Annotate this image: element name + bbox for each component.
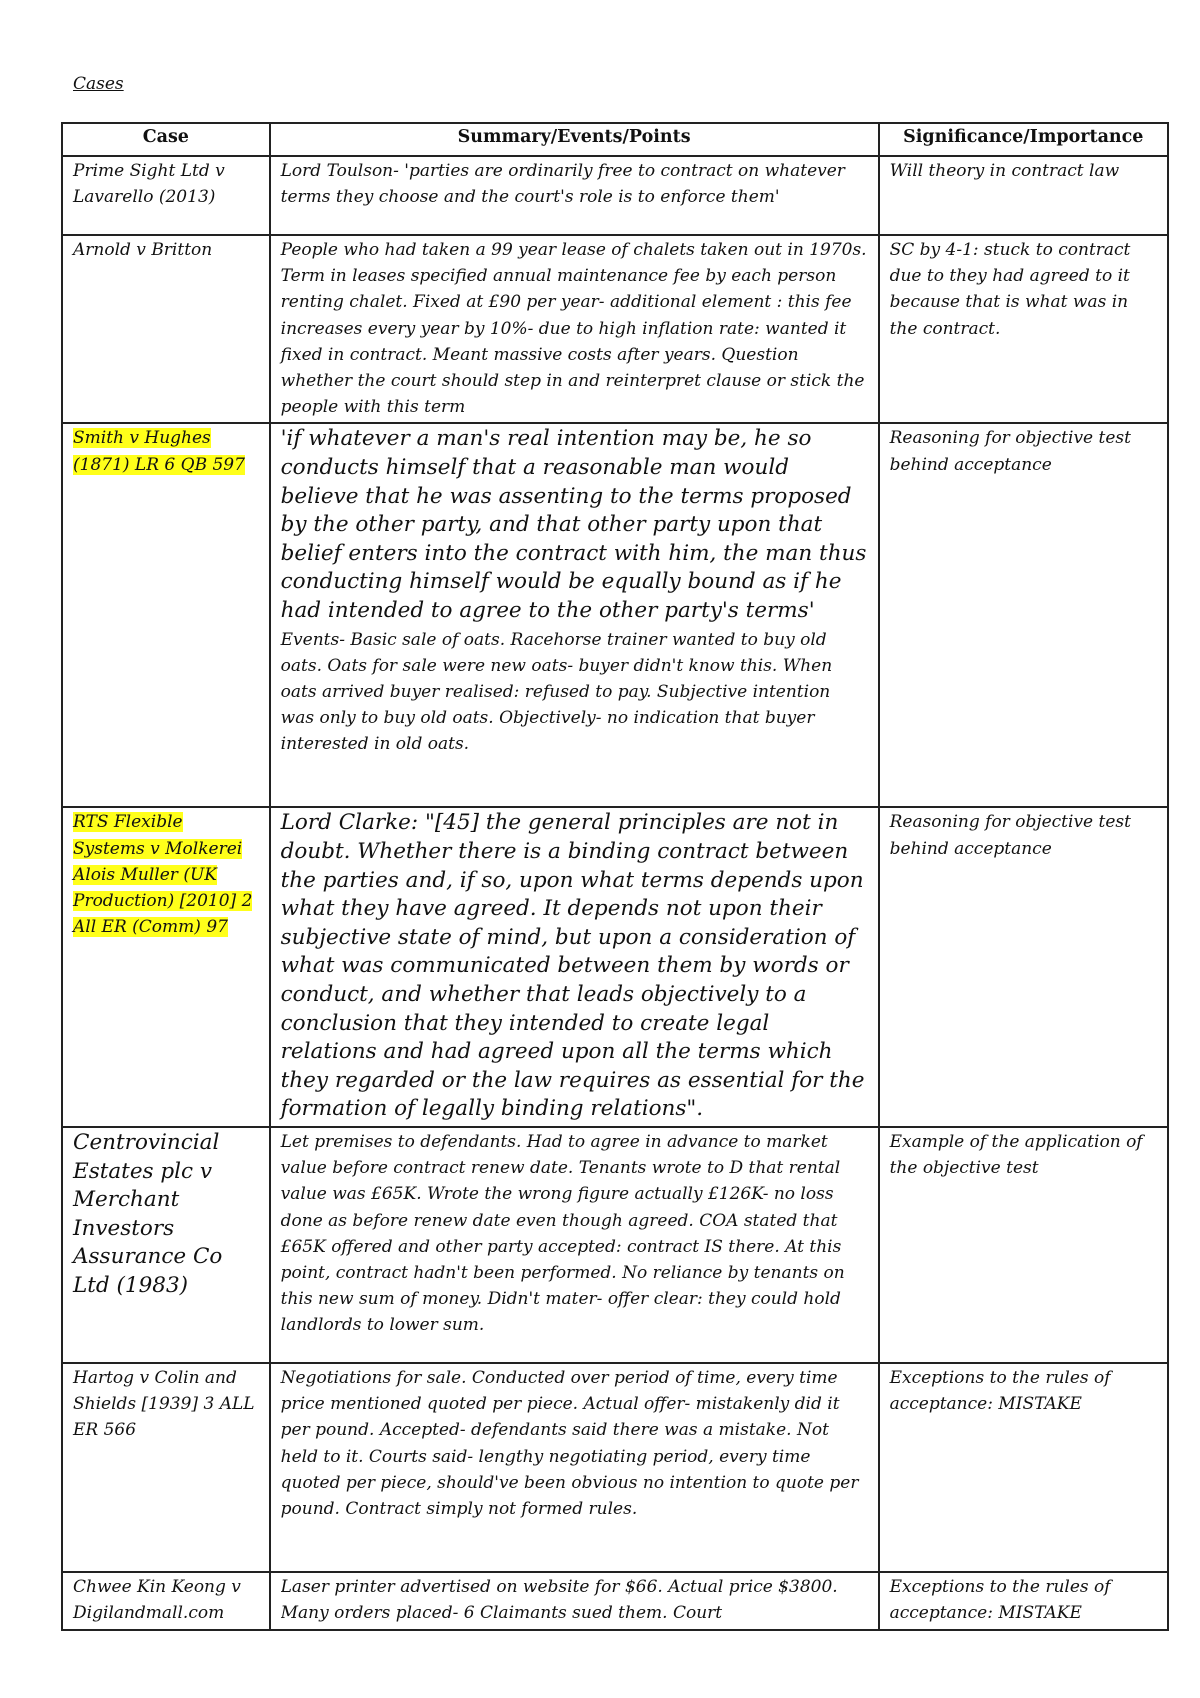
case-name-cell: Chwee Kin Keong v Digilandmall.com <box>62 1572 270 1630</box>
significance-cell: SC by 4-1: stuck to contract due to they had agreed to it because that is what was in the contract. <box>879 235 1168 423</box>
case-name-cell: Arnold v Britton <box>62 235 270 423</box>
summary-cell: Let premises to defendants. Had to agree in advance to market value before contract renew date. Tenants wrote to D that rental value was £65K. Wrote the wrong figure actually £126K- no loss done as before renew date even though agreed. COA stated that £65K offered and other party accepted: contract IS there. At this point, contract hadn't been performed. No reliance by tenants on this new sum of money. Didn't mater- offer clear: they could hold landlords to lower sum. <box>270 1127 879 1363</box>
significance-cell: Will theory in contract law <box>879 156 1168 235</box>
significance-cell: Exceptions to the rules of acceptance: MISTAKE <box>879 1363 1168 1572</box>
table-row <box>62 235 1168 423</box>
highlighted-case-name: RTS Flexible Systems v Molkerei Alois Muller (UK Production) [2010] 2 All ER (Comm) 97 <box>73 812 253 938</box>
summary-text-truncated: Laser printer advertised on website for $66. Actual price $3800. Many orders placed- 6 Claimants sued them. Court <box>280 1576 838 1624</box>
quote-text: 'if whatever a man's real intention may be, he so conducts himself that a reasonable man would believe that he was assenting to the terms proposed by the other party, and that other party upon that belief enters into the contract with him, the man thus conducting himself would be equally bound as if he had intended to agree to the other party's terms' <box>280 426 867 623</box>
case-name-cell: Prime Sight Ltd v Lavarello (2013) <box>62 156 270 235</box>
significance-cell: Exceptions to the rules of acceptance: MISTAKE <box>879 1572 1168 1630</box>
page-heading: Cases <box>73 74 124 94</box>
table-header-row <box>62 123 1168 156</box>
table-row <box>62 1572 1168 1630</box>
table-row <box>62 1127 1168 1363</box>
case-name-cell: Hartog v Colin and Shields [1939] 3 ALL ER 566 <box>62 1363 270 1572</box>
significance-cell: Reasoning for objective test behind acceptance <box>879 423 1168 807</box>
summary-cell <box>270 423 879 807</box>
column-header-case: Case <box>62 123 270 156</box>
column-header-significance: Significance/Importance <box>879 123 1168 156</box>
summary-cell: Lord Toulson- 'parties are ordinarily free to contract on whatever terms they choose and the court's role is to enforce them' <box>270 156 879 235</box>
case-name-cell: Centrovincial Estates plc v Merchant Investors Assurance Co Ltd (1983) <box>62 1127 270 1363</box>
summary-cell: People who had taken a 99 year lease of chalets taken out in 1970s. Term in leases specified annual maintenance fee by each person renting chalet. Fixed at £90 per year- additional element : this fee increases every year by 10%- due to high inflation rate: wanted it fixed in contract. Meant massive costs after years. Question whether the court should step in and reinterpret clause or stick the people with this term <box>270 235 879 423</box>
significance-cell: Reasoning for objective test behind acceptance <box>879 807 1168 1127</box>
summary-cell <box>270 1572 879 1630</box>
significance-cell: Example of the application of the objective test <box>879 1127 1168 1363</box>
highlighted-case-name: Smith v Hughes (1871) LR 6 QB 597 <box>73 428 245 475</box>
events-text: Events- Basic sale of oats. Racehorse trainer wanted to buy old oats. Oats for sale were new oats- buyer didn't know this. When oats arrived buyer realised: refused to pay. Subjective intention was only to buy old oats. Objectively- no indication that buyer interested in old oats. <box>280 629 833 755</box>
table-row <box>62 1363 1168 1572</box>
cases-table <box>61 122 1169 1631</box>
table-row <box>62 807 1168 1127</box>
table-row <box>62 423 1168 807</box>
case-name-cell <box>62 423 270 807</box>
case-name-cell <box>62 807 270 1127</box>
column-header-summary: Summary/Events/Points <box>270 123 879 156</box>
summary-cell: Lord Clarke: "[45] the general principles are not in doubt. Whether there is a binding contract between the parties and, if so, upon what terms depends upon what they have agreed. It depends not upon their subjective state of mind, but upon a consideration of what was communicated between them by words or conduct, and whether that leads objectively to a conclusion that they intended to create legal relations and had agreed upon all the terms which they regarded or the law requires as essential for the formation of legally binding relations". <box>270 807 879 1127</box>
table-row <box>62 156 1168 235</box>
summary-cell: Negotiations for sale. Conducted over period of time, every time price mentioned quoted per piece. Actual offer- mistakenly did it per pound. Accepted- defendants said there was a mistake. Not held to it. Courts said- lengthy negotiating period, every time quoted per piece, should've been obvious no intention to quote per pound. Contract simply not formed rules. <box>270 1363 879 1572</box>
